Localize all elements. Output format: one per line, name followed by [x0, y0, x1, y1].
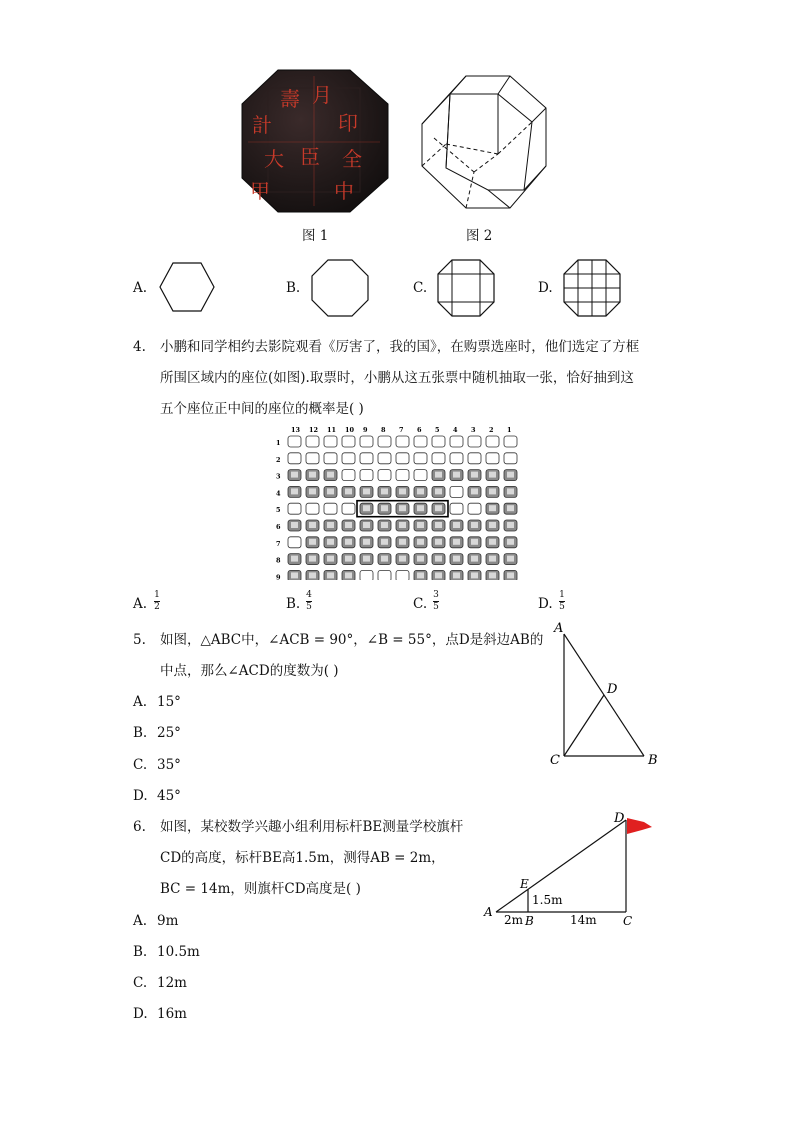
seat-empty	[360, 453, 373, 464]
label-ab: 2m	[504, 913, 524, 927]
seat-cushion	[345, 572, 352, 578]
seat-cushion	[291, 472, 298, 478]
seat-col-number: 5	[435, 426, 440, 434]
seat-cushion	[309, 539, 316, 545]
seat-cushion	[435, 488, 442, 494]
seat-cushion	[507, 539, 514, 545]
seal-char: 全	[342, 147, 362, 171]
seat-empty	[396, 470, 409, 481]
seat-empty	[288, 503, 301, 514]
seal-char: 臣	[300, 145, 320, 169]
seat-empty	[432, 436, 445, 447]
seat-cushion	[417, 539, 424, 545]
option-letter: B.	[133, 944, 148, 960]
seal-char: 月	[312, 83, 332, 107]
seat-cushion	[381, 522, 388, 528]
seat-col-number: 1	[507, 426, 512, 434]
numerator: 4	[306, 590, 312, 600]
hexagon-icon	[158, 261, 216, 313]
option-text: 35°	[157, 757, 181, 773]
seat-empty	[342, 503, 355, 514]
flag-icon	[627, 818, 652, 834]
option-text: 10.5m	[157, 944, 200, 960]
seat-cushion	[381, 539, 388, 545]
seat-empty	[396, 436, 409, 447]
seat-cushion	[291, 556, 298, 562]
seat-cushion	[327, 472, 334, 478]
triangle-abc-figure	[548, 618, 664, 772]
seal-char: 大	[264, 147, 284, 171]
option-letter: C.	[133, 757, 148, 773]
seal-char: 中	[334, 179, 354, 203]
question-text: CD的高度，标杆BE高1.5m，测得AB = 2m，	[160, 850, 445, 866]
seat-cushion	[507, 522, 514, 528]
seat-cushion	[309, 556, 316, 562]
seat-cushion	[507, 472, 514, 478]
seat-cushion	[417, 505, 424, 511]
option-text: 9m	[157, 913, 179, 929]
seat-col-number: 11	[327, 426, 337, 434]
option-letter: B.	[286, 596, 301, 612]
label-c: C	[550, 753, 560, 768]
label-d: D	[614, 811, 625, 826]
seat-cushion	[291, 572, 298, 578]
seat-cushion	[309, 488, 316, 494]
seat-empty	[324, 453, 337, 464]
fraction	[559, 591, 565, 612]
option-letter: B.	[133, 725, 148, 741]
seal-char: 甲	[250, 179, 270, 203]
seat-empty	[378, 436, 391, 447]
seat-cushion	[471, 556, 478, 562]
option-text: 16m	[157, 1006, 187, 1022]
option-letter: D.	[133, 1006, 148, 1022]
seat-cushion	[327, 556, 334, 562]
question-number: 4.	[133, 339, 146, 355]
seat-empty	[342, 436, 355, 447]
seat-empty	[360, 436, 373, 447]
seat-cushion	[309, 572, 316, 578]
option-letter: C.	[413, 280, 428, 296]
denominator: 5	[559, 602, 565, 612]
denominator: 5	[433, 602, 439, 612]
seat-col-number: 3	[471, 426, 476, 434]
seat-cushion	[471, 488, 478, 494]
seat-cushion	[507, 488, 514, 494]
seat-empty	[414, 453, 427, 464]
seat-cushion	[291, 522, 298, 528]
option-letter: D.	[538, 596, 553, 612]
seal-char: 壽	[280, 87, 300, 111]
option-text: 25°	[157, 725, 181, 741]
seat-cushion	[453, 572, 460, 578]
option-letter: A.	[133, 596, 148, 612]
seat-empty	[288, 453, 301, 464]
seat-cushion	[489, 572, 496, 578]
seat-row-number: 7	[276, 539, 281, 548]
seat-row-number: 9	[276, 573, 281, 580]
seat-cushion	[345, 539, 352, 545]
fraction	[154, 591, 160, 612]
seat-row-number: 2	[276, 455, 281, 464]
seat-cushion	[363, 488, 370, 494]
fraction	[433, 591, 439, 612]
seat-cushion	[363, 539, 370, 545]
seat-cushion	[291, 488, 298, 494]
label-bc: 14m	[570, 913, 597, 927]
seat-row-number: 6	[276, 523, 281, 531]
seat-cushion	[327, 539, 334, 545]
label-d: D	[607, 682, 618, 697]
figure-1-caption: 图 1	[302, 228, 329, 244]
label-height: 1.5m	[532, 893, 563, 907]
option-letter: C.	[133, 975, 148, 991]
seat-col-number: 8	[381, 426, 386, 434]
seat-cushion	[345, 488, 352, 494]
seat-empty	[414, 470, 427, 481]
seat-col-number: 6	[417, 426, 422, 434]
seat-cushion	[345, 522, 352, 528]
polyhedron-figure	[414, 72, 554, 212]
label-b: B	[648, 753, 658, 768]
option-letter: A.	[133, 694, 148, 710]
seat-col-number: 4	[453, 426, 458, 434]
octagon-grid-2-icon	[436, 258, 496, 318]
seat-cushion	[399, 505, 406, 511]
seat-cushion	[489, 522, 496, 528]
option-letter: A.	[133, 280, 148, 296]
question-text: 如图，某校数学兴趣小组利用标杆BE测量学校旗杆	[160, 819, 464, 835]
seat-empty	[450, 503, 463, 514]
label-b: B	[525, 914, 534, 928]
seat-cushion	[381, 505, 388, 511]
seat-col-number: 13	[291, 426, 301, 434]
seat-row-number: 5	[276, 506, 281, 515]
seat-cushion	[453, 472, 460, 478]
seat-cushion	[507, 572, 514, 578]
seat-empty	[396, 570, 409, 580]
seat-cushion	[489, 539, 496, 545]
seat-cushion	[363, 505, 370, 511]
seat-empty	[450, 453, 463, 464]
seat-cushion	[417, 488, 424, 494]
label-e: E	[520, 877, 529, 891]
question-text: 如图，△ABC中，∠ACB = 90°，∠B = 55°，点D是斜边AB的	[160, 632, 544, 648]
option-letter: B.	[286, 280, 301, 296]
option-text: 12m	[157, 975, 187, 991]
seat-row-number: 8	[276, 556, 281, 565]
option-text: 45°	[157, 788, 181, 804]
seat-cushion	[435, 505, 442, 511]
seat-empty	[288, 537, 301, 548]
numerator: 3	[433, 590, 439, 600]
seat-empty	[378, 470, 391, 481]
seat-cushion	[489, 472, 496, 478]
seat-empty	[306, 436, 319, 447]
flagpole-figure	[482, 810, 662, 928]
question-text: BC = 14m，则旗杆CD高度是( )	[160, 881, 361, 897]
seat-empty	[468, 503, 481, 514]
seat-col-number: 7	[399, 426, 404, 434]
seat-cushion	[417, 522, 424, 528]
seat-empty	[342, 453, 355, 464]
seat-cushion	[471, 472, 478, 478]
seat-cushion	[453, 522, 460, 528]
seat-cushion	[363, 522, 370, 528]
seat-cushion	[489, 505, 496, 511]
seat-empty	[450, 486, 463, 497]
seat-empty	[468, 453, 481, 464]
seat-row-number: 3	[276, 472, 281, 481]
seat-empty	[486, 453, 499, 464]
seat-empty	[360, 470, 373, 481]
label-a: A	[554, 621, 564, 636]
seat-empty	[306, 453, 319, 464]
seat-cushion	[453, 556, 460, 562]
option-letter: D.	[133, 788, 148, 804]
seat-cushion	[345, 556, 352, 562]
seat-empty	[504, 453, 517, 464]
seat-row-number: 1	[276, 439, 281, 447]
seat-cushion	[471, 539, 478, 545]
seat-cushion	[417, 572, 424, 578]
seat-col-number: 10	[345, 426, 355, 434]
seat-cushion	[363, 556, 370, 562]
seat-cushion	[327, 522, 334, 528]
seal-char: 印	[338, 111, 358, 135]
octagon-icon	[310, 258, 370, 318]
seat-cushion	[399, 539, 406, 545]
seat-cushion	[309, 522, 316, 528]
seat-row-number: 4	[276, 489, 281, 498]
label-a: A	[484, 905, 493, 919]
seat-empty	[396, 453, 409, 464]
seat-col-number: 9	[363, 426, 368, 434]
seat-cushion	[435, 472, 442, 478]
denominator: 2	[154, 602, 160, 612]
seat-chart	[274, 424, 522, 580]
denominator: 5	[306, 602, 312, 612]
seat-empty	[486, 436, 499, 447]
seat-cushion	[435, 556, 442, 562]
question-text: 所围区域内的座位(如图).取票时，小鹏从这五张票中随机抽取一张，恰好抽到这	[160, 370, 634, 386]
seat-col-number: 12	[309, 426, 319, 434]
seat-empty	[432, 453, 445, 464]
octagon-grid-4-icon	[562, 258, 622, 318]
seat-empty	[378, 453, 391, 464]
label-c: C	[623, 914, 633, 928]
seat-cushion	[489, 556, 496, 562]
seat-cushion	[399, 522, 406, 528]
seat-col-number: 2	[489, 426, 494, 434]
option-letter: D.	[538, 280, 553, 296]
seat-empty	[342, 470, 355, 481]
seal-photo	[238, 66, 390, 214]
option-letter: A.	[133, 913, 148, 929]
seat-empty	[414, 436, 427, 447]
seat-cushion	[417, 556, 424, 562]
seat-cushion	[381, 556, 388, 562]
question-number: 5.	[133, 632, 146, 648]
seat-empty	[306, 503, 319, 514]
numerator: 1	[559, 590, 565, 600]
seat-cushion	[399, 556, 406, 562]
figure-2-caption: 图 2	[466, 228, 493, 244]
seat-cushion	[471, 522, 478, 528]
fraction	[306, 591, 312, 612]
seat-cushion	[381, 488, 388, 494]
seat-empty	[324, 436, 337, 447]
seat-cushion	[327, 488, 334, 494]
seat-cushion	[435, 539, 442, 545]
seat-cushion	[453, 539, 460, 545]
question-text: 中点，那么∠ACD的度数为( )	[160, 663, 339, 679]
seat-cushion	[507, 505, 514, 511]
seat-cushion	[309, 472, 316, 478]
seat-empty	[360, 570, 373, 580]
seat-cushion	[507, 556, 514, 562]
seat-cushion	[435, 572, 442, 578]
question-number: 6.	[133, 819, 146, 835]
question-text: 五个座位正中间的座位的概率是( )	[160, 401, 364, 417]
question-text: 小鹏和同学相约去影院观看《厉害了，我的国》，在购票选座时，他们选定了方框	[160, 339, 640, 355]
option-text: 15°	[157, 694, 181, 710]
option-letter: C.	[413, 596, 428, 612]
seat-cushion	[399, 488, 406, 494]
seat-cushion	[489, 488, 496, 494]
seat-cushion	[471, 572, 478, 578]
seat-empty	[378, 570, 391, 580]
seat-empty	[450, 436, 463, 447]
seat-empty	[324, 503, 337, 514]
seat-empty	[288, 436, 301, 447]
seat-cushion	[327, 572, 334, 578]
seat-cushion	[435, 522, 442, 528]
seat-empty	[504, 436, 517, 447]
seal-char: 計	[252, 113, 272, 137]
seat-empty	[468, 436, 481, 447]
numerator: 1	[154, 590, 160, 600]
